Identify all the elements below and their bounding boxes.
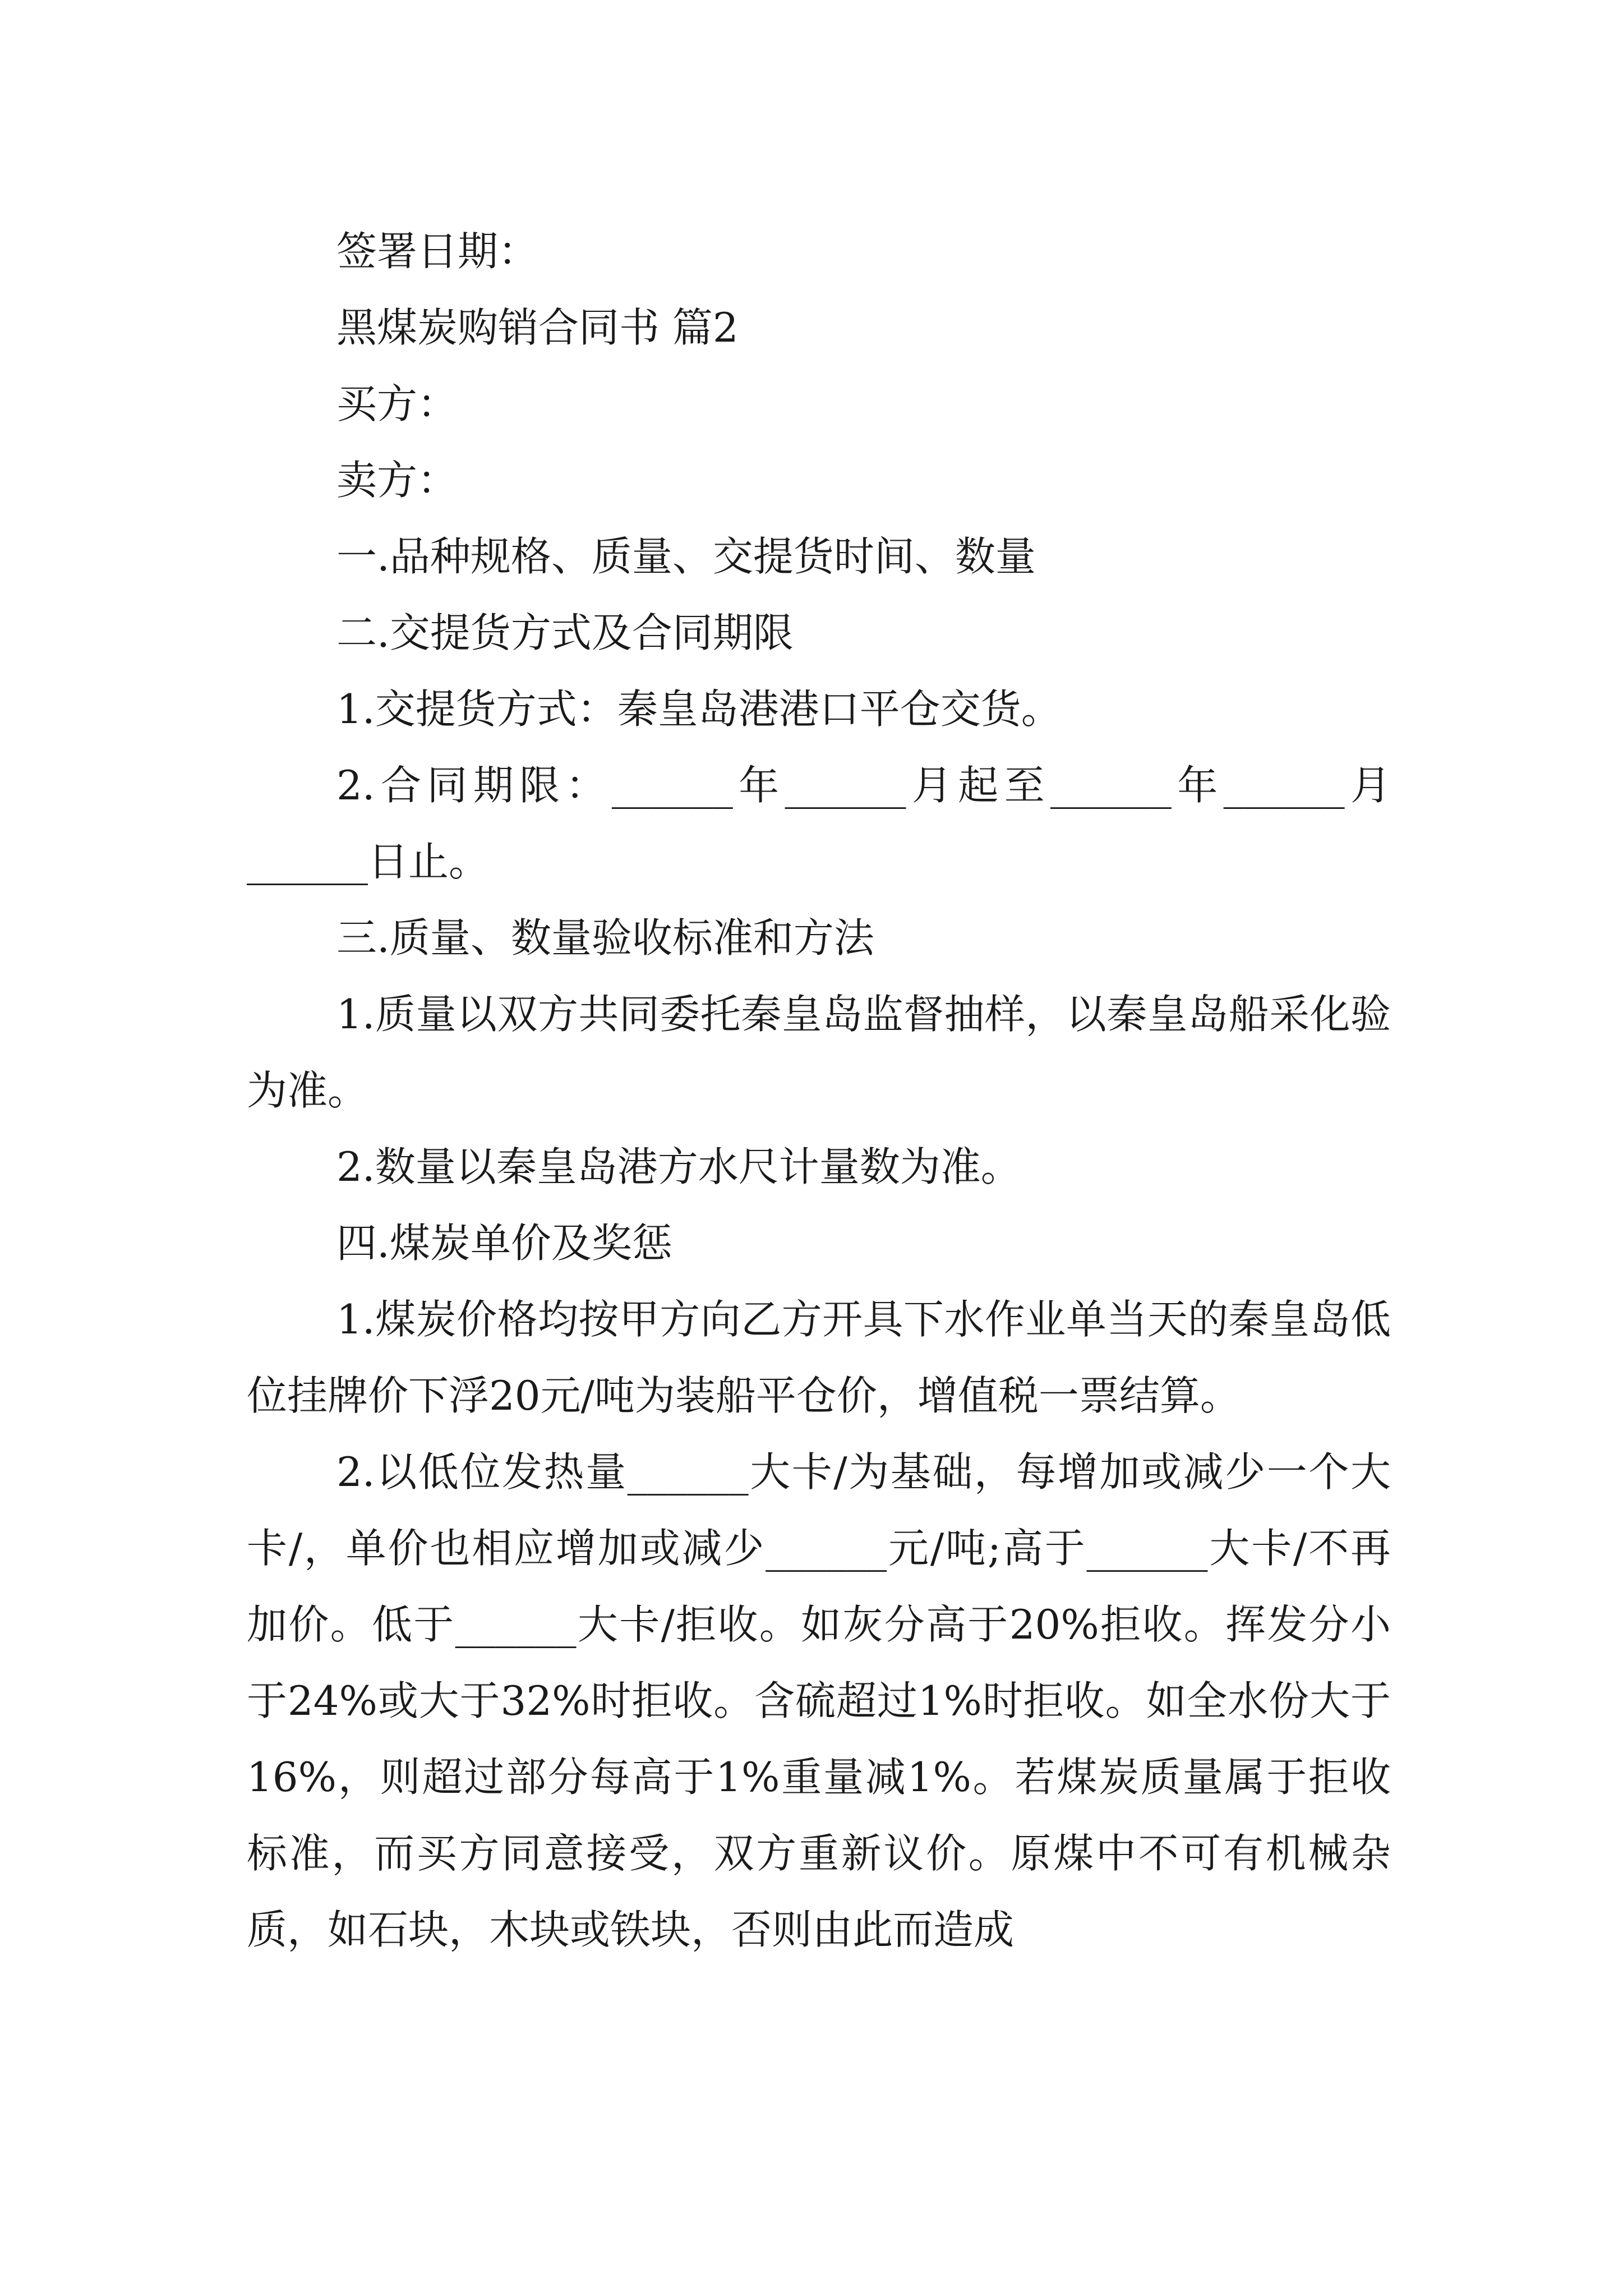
section-heading-4: 四.煤炭单价及奖惩 (336, 1220, 672, 1267)
clause-quality: 1.质量以双方共同委托秦皇岛监督抽样，以秦皇岛船采化验为准。 (247, 991, 1391, 1114)
paragraph-signing-date: 签署日期： (336, 228, 539, 275)
section-heading-1: 一.品种规格、质量、交提货时间、数量 (336, 533, 1036, 580)
clause-contract-period: 2.合同期限：______年______月起至______年______月______日止。 (247, 762, 1391, 885)
section-heading-2: 二.交提货方式及合同期限 (336, 609, 794, 656)
paragraph-contract-title: 黑煤炭购销合同书 篇2 (336, 304, 739, 351)
document-body (247, 213, 1391, 1968)
paragraph-seller: 卖方： (336, 457, 458, 504)
paragraph-buyer: 买方： (336, 380, 458, 427)
clause-calorific-value: 2.以低位发热量______大卡/为基础，每增加或减少一个大卡/，单价也相应增加或减少______元/吨;高于______大卡/不再加价。低于______大卡/拒收。如灰分高于20%拒收。挥发分小于24%或大于32%时拒收。含硫超过1%时拒收。如全水份大于16%，则超过部分每高于1%重量减1%。若煤炭质量属于拒收标准，而买方同意接受，双方重新议价。原煤中不可有机械杂质，如石块，木块或铁块，否则由此而造成 (247, 1448, 1391, 1953)
clause-delivery-method: 1.交提货方式：秦皇岛港港口平仓交货。 (336, 685, 1062, 733)
section-heading-3: 三.质量、数量验收标准和方法 (336, 914, 874, 961)
clause-price: 1.煤炭价格均按甲方向乙方开具下水作业单当天的秦皇岛低位挂牌价下浮20元/吨为装船平仓价，增值税一票结算。 (247, 1296, 1391, 1419)
clause-quantity: 2.数量以秦皇岛港方水尺计量数为准。 (336, 1143, 1021, 1190)
